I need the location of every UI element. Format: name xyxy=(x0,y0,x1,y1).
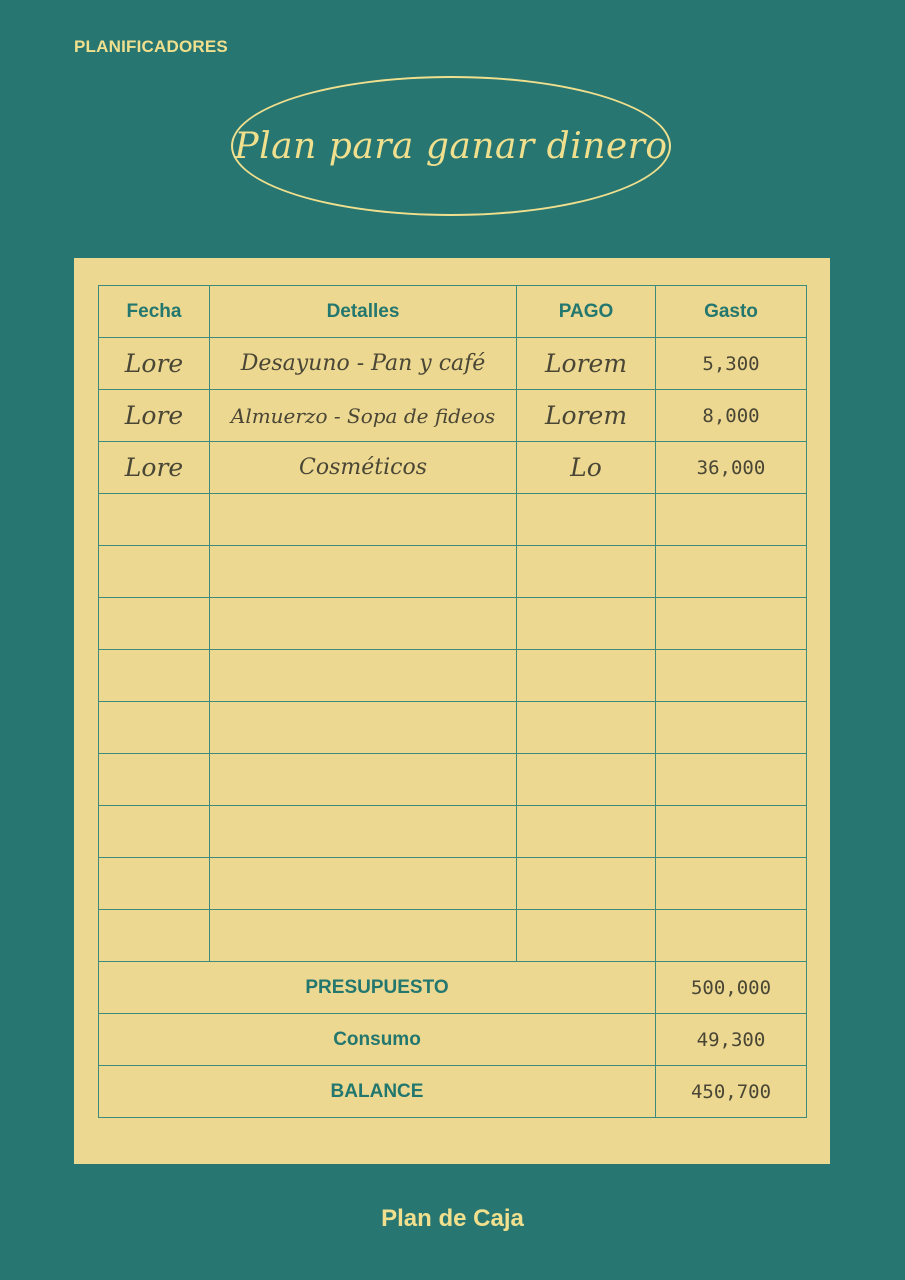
category-label: PLANIFICADORES xyxy=(74,37,228,56)
column-header-gasto: Gasto xyxy=(656,286,807,338)
cell-fecha xyxy=(99,494,210,546)
cell-pago xyxy=(517,754,656,806)
cell-gasto xyxy=(656,754,807,806)
cell-pago xyxy=(517,702,656,754)
cell-pago: Lorem xyxy=(517,390,656,442)
cell-fecha xyxy=(99,754,210,806)
cell-detalles xyxy=(210,858,517,910)
cell-pago: Lo xyxy=(517,442,656,494)
cell-pago xyxy=(517,494,656,546)
cell-detalles: Desayuno - Pan y café xyxy=(210,338,517,390)
cell-detalles xyxy=(210,702,517,754)
cell-detalles xyxy=(210,754,517,806)
summary-value: 500,000 xyxy=(656,962,807,1014)
table-row xyxy=(99,442,807,494)
cell-gasto: 5,300 xyxy=(656,338,807,390)
cell-pago: Lorem xyxy=(517,338,656,390)
table-row-empty xyxy=(99,858,807,910)
cell-fecha: Lore xyxy=(99,390,210,442)
cell-gasto xyxy=(656,910,807,962)
cell-fecha xyxy=(99,546,210,598)
column-header-detalles: Detalles xyxy=(210,286,517,338)
cell-pago xyxy=(517,598,656,650)
summary-value: 450,700 xyxy=(656,1066,807,1118)
summary-label: BALANCE xyxy=(99,1066,656,1118)
cell-detalles xyxy=(210,910,517,962)
cell-gasto xyxy=(656,494,807,546)
table-row-empty xyxy=(99,598,807,650)
table-row-empty xyxy=(99,494,807,546)
summary-label: PRESUPUESTO xyxy=(99,962,656,1014)
cell-gasto xyxy=(656,546,807,598)
cell-gasto xyxy=(656,858,807,910)
cell-fecha xyxy=(99,858,210,910)
title-oval xyxy=(231,76,671,216)
cell-fecha xyxy=(99,598,210,650)
cell-gasto xyxy=(656,702,807,754)
cell-fecha xyxy=(99,702,210,754)
cell-detalles xyxy=(210,494,517,546)
cell-detalles: Almuerzo - Sopa de fideos xyxy=(210,390,517,442)
cell-gasto: 36,000 xyxy=(656,442,807,494)
cell-pago xyxy=(517,910,656,962)
footer-title: Plan de Caja xyxy=(381,1205,524,1232)
table-row xyxy=(99,390,807,442)
ledger-sheet xyxy=(74,258,830,1164)
cell-gasto: 8,000 xyxy=(656,390,807,442)
cell-pago xyxy=(517,650,656,702)
column-header-fecha: Fecha xyxy=(99,286,210,338)
cell-detalles xyxy=(210,806,517,858)
table-row-empty xyxy=(99,702,807,754)
summary-value: 49,300 xyxy=(656,1014,807,1066)
table-row-empty xyxy=(99,806,807,858)
cell-detalles xyxy=(210,546,517,598)
cell-fecha: Lore xyxy=(99,442,210,494)
cell-gasto xyxy=(656,598,807,650)
page-title: Plan para ganar dinero xyxy=(234,125,668,167)
cell-fecha xyxy=(99,806,210,858)
cell-detalles: Cosméticos xyxy=(210,442,517,494)
table-header-row xyxy=(99,286,807,338)
cell-fecha xyxy=(99,910,210,962)
summary-row-balance xyxy=(99,1066,807,1118)
cell-fecha: Lore xyxy=(99,338,210,390)
cell-detalles xyxy=(210,598,517,650)
cell-gasto xyxy=(656,806,807,858)
summary-row-presupuesto xyxy=(99,962,807,1014)
table-row-empty xyxy=(99,650,807,702)
table-row-empty xyxy=(99,910,807,962)
cell-pago xyxy=(517,546,656,598)
cash-ledger-table xyxy=(98,285,807,1118)
cell-pago xyxy=(517,806,656,858)
cell-fecha xyxy=(99,650,210,702)
cell-gasto xyxy=(656,650,807,702)
summary-row-consumo xyxy=(99,1014,807,1066)
cell-pago xyxy=(517,858,656,910)
cell-detalles xyxy=(210,650,517,702)
table-row-empty xyxy=(99,754,807,806)
table-row-empty xyxy=(99,546,807,598)
column-header-pago: PAGO xyxy=(517,286,656,338)
summary-label: Consumo xyxy=(99,1014,656,1066)
table-row xyxy=(99,338,807,390)
